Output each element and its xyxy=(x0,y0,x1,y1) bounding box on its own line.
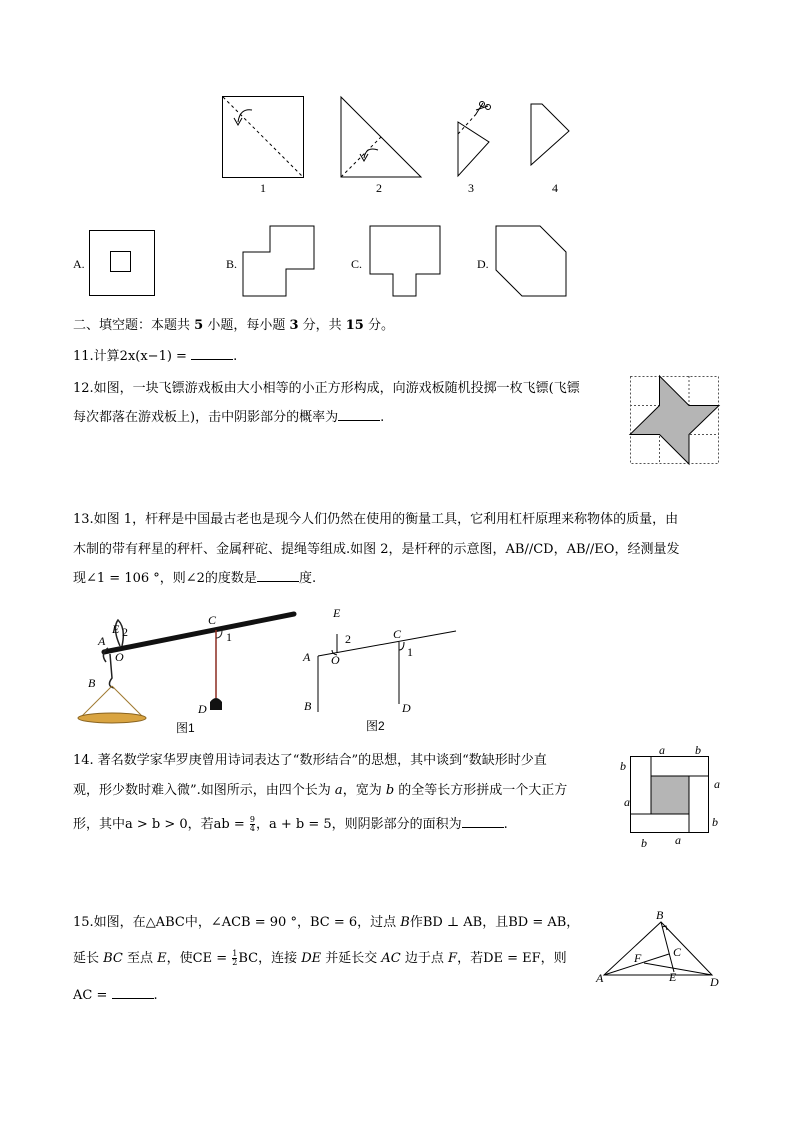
question-15-line-1: 15.如图，在△ABC中，∠ACB = 90 °，BC = 6，过点 B作BD ⊥ AB，且BD = AB， xyxy=(73,915,580,930)
fig2-caption: 图2 xyxy=(366,719,385,733)
steelyard-schematic xyxy=(310,628,460,714)
question-13-line-1: 13.如图 1，杆秤是中国最古老也是现今人们仍然在使用的衡量工具，它利用杠杆原理来称物体的质量，由 xyxy=(73,512,679,527)
fold-step-1-figure xyxy=(222,96,304,178)
fig14-label-b: b xyxy=(641,836,647,850)
option-d-figure[interactable] xyxy=(495,225,567,297)
answer-blank[interactable] xyxy=(462,815,504,828)
question-14-line-1: 14. 著名数学家华罗庚曾用诗词表达了“数形结合”的思想，其中谈到“数缺形时少直 xyxy=(73,753,547,768)
fig14-label-a: a xyxy=(624,795,630,809)
answer-blank[interactable] xyxy=(257,569,299,582)
option-a-label[interactable]: A. xyxy=(73,257,85,271)
scale-pan xyxy=(78,713,146,723)
fig1-label-e: E xyxy=(112,622,120,636)
fig1-label-b: B xyxy=(88,676,96,690)
shaded-region xyxy=(630,376,719,464)
question-13-line-2: 木制的带有秤星的秤杆、金属秤砣、提绳等组成.如图 2，是杆秤的示意图，AB//CD，AB//EO，经测量发 xyxy=(73,542,680,557)
option-b-figure[interactable] xyxy=(242,225,316,297)
dart-board-figure xyxy=(630,376,720,464)
fig15-label-e: E xyxy=(669,970,677,984)
question-13-line-3: 现∠1 = 106 °，则∠2的度数是 度. xyxy=(73,571,317,586)
fig2-label-e: E xyxy=(333,606,341,620)
fold-step-2-figure xyxy=(340,96,422,178)
question-12-line-1: 12.如图，一块飞镖游戏板由大小相等的小正方形构成，向游戏板随机投掷一枚飞镖(飞镖 xyxy=(73,381,580,396)
fig1-label-d: D xyxy=(198,702,207,716)
question-11: 11.计算2x(x−1) = . xyxy=(73,349,238,364)
fig1-label-c: C xyxy=(208,613,217,627)
question-15-line-3: AC = . xyxy=(73,988,158,1003)
answer-blank[interactable] xyxy=(112,986,154,999)
fig15-label-d: D xyxy=(710,975,719,989)
steelyard-photo xyxy=(76,608,298,732)
fig15-label-f: F xyxy=(634,951,642,965)
fig14-label-b: b xyxy=(695,743,701,757)
fold-step-label: 1 xyxy=(260,181,266,195)
fraction: $\frac{9}{4}$ xyxy=(249,815,255,833)
fig2-label-1: 1 xyxy=(407,645,413,659)
fig2-label-a: A xyxy=(303,650,311,664)
fig14-label-b: b xyxy=(620,759,626,773)
fig14-label-a: a xyxy=(675,833,681,847)
fig1-label-1: 1 xyxy=(226,630,232,644)
option-b-label[interactable]: B. xyxy=(226,257,238,271)
option-d-label[interactable]: D. xyxy=(477,257,489,271)
option-c-figure[interactable] xyxy=(369,225,441,297)
fig2-label-o: O xyxy=(331,653,340,667)
fig2-label-b: B xyxy=(304,699,312,713)
question-15-line-2: 延长 BC 至点 E，使CE = $\frac{1}{2}$ BC，连接 DE 并延长交 AC 边于点 F，若DE = EF，则 xyxy=(73,949,567,967)
steelyard-weight xyxy=(210,698,222,710)
fold-step-label: 2 xyxy=(376,181,382,195)
fig15-label-b: B xyxy=(656,908,664,922)
fig15-label-a: A xyxy=(596,971,604,985)
fig2-label-c: C xyxy=(393,627,402,641)
fig14-label-b: b xyxy=(712,815,718,829)
fold-step-4-figure xyxy=(528,103,572,167)
answer-blank[interactable] xyxy=(338,408,380,421)
shaded-square xyxy=(651,776,689,814)
section-2-heading: 二、填空题：本题共 5 小题，每小题 3 分，共 15 分。 xyxy=(73,318,394,333)
fold-step-label: 4 xyxy=(552,181,558,195)
fig1-caption: 图1 xyxy=(176,721,195,735)
option-c-label[interactable]: C. xyxy=(351,257,363,271)
fig14-label-a: a xyxy=(659,743,665,757)
square-rectangles-figure xyxy=(630,756,710,834)
fold-step-label: 3 xyxy=(468,181,474,195)
fig2-label-2: 2 xyxy=(345,632,351,646)
fig14-label-a: a xyxy=(714,777,720,791)
fig15-label-c: C xyxy=(673,945,682,959)
fraction: $\frac{1}{2}$ xyxy=(232,949,238,967)
triangle-figure xyxy=(596,918,720,984)
fig1-label-o: O xyxy=(115,650,124,664)
option-a-figure[interactable] xyxy=(89,230,155,296)
question-14-line-3: 形，其中a > b > 0，若ab = $\frac{9}{4}$ ，a + b = 5，则阴影部分的面积为 . xyxy=(73,815,508,833)
answer-blank[interactable] xyxy=(191,347,233,360)
question-12-line-2: 每次都落在游戏板上)，击中阴影部分的概率为 . xyxy=(73,410,385,425)
fig1-label-a: A xyxy=(98,634,106,648)
fold-step-3-figure xyxy=(448,98,494,178)
fig1-label-2: 2 xyxy=(122,625,128,639)
question-14-line-2: 观，形少数时难入微”.如图所示，由四个长为 a，宽为 b 的全等长方形拼成一个大正方 xyxy=(73,783,568,798)
fig2-label-d: D xyxy=(402,701,411,715)
